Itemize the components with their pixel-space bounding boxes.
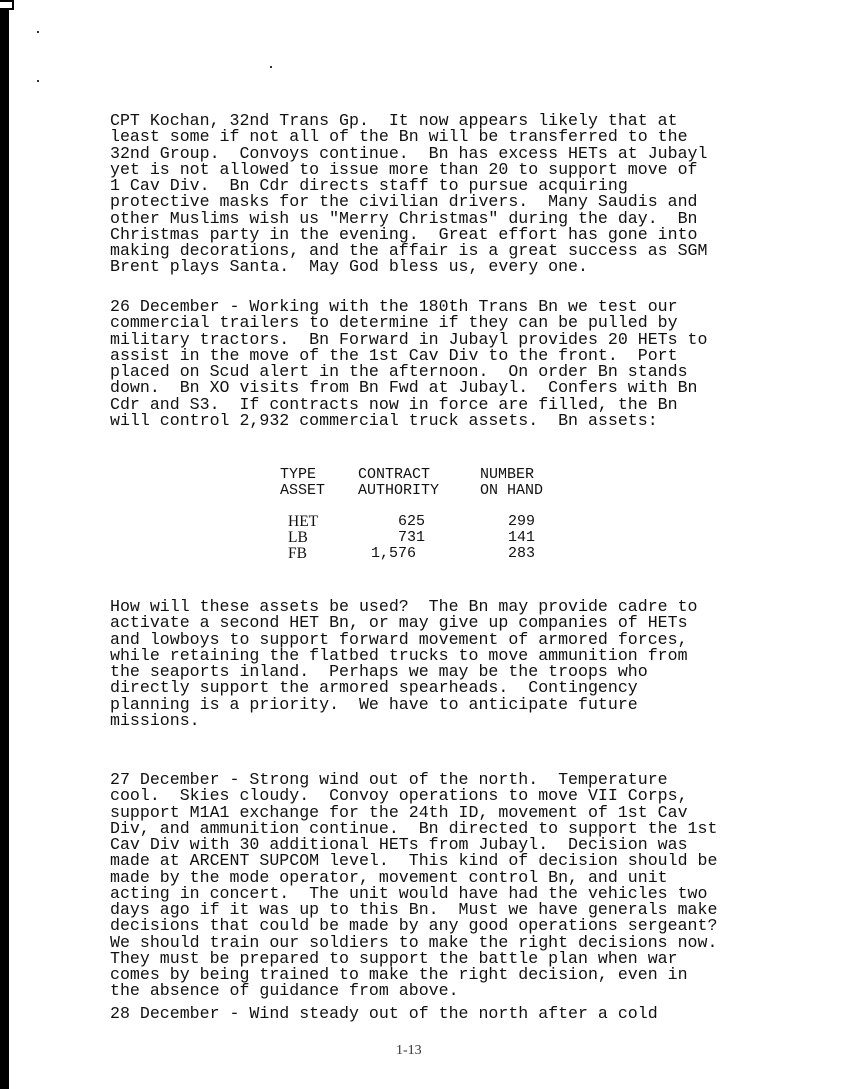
text-line: 1 Cav Div. Bn Cdr directs staff to pursue acquiring: [110, 176, 628, 195]
cell-on-hand: 283: [508, 545, 536, 562]
text-line: made at ARCENT SUPCOM level. This kind of decision should be: [110, 851, 718, 871]
text-line: directly support the armored spearheads. Contingency: [110, 678, 638, 698]
paragraph-assets-usage: [110, 599, 698, 729]
header-type: TYPE: [280, 466, 317, 483]
text-line: will control 2,932 commercial truck assets. Bn assets:: [110, 410, 658, 430]
header-authority: AUTHORITY: [358, 482, 440, 499]
text-line: least some if not all of the Bn will be transferred to the: [110, 127, 688, 147]
page-number: 1-13: [396, 1043, 422, 1058]
text-line: They must be prepared to support the battle plan when war: [110, 948, 678, 968]
scan-speck: [270, 66, 272, 68]
text-line: the seaports inland. Perhaps we may be the troops who: [110, 662, 648, 681]
text-line: 27 December - Strong wind out of the north. Temperature: [110, 770, 668, 789]
header-number: NUMBER: [480, 466, 535, 483]
text-line: while retaining the flatbed trucks to move ammunition from: [110, 645, 688, 665]
text-line: Brent plays Santa. May God bless us, every one.: [110, 257, 588, 277]
header-contract: CONTRACT: [358, 466, 431, 483]
text-line: decisions that could be made by any good operations sergeant?: [110, 916, 718, 936]
cell-type: LB: [288, 529, 308, 546]
cell-on-hand: 299: [508, 513, 536, 530]
cell-contract: 1,576: [371, 545, 417, 562]
text-line: down. Bn XO visits from Bn Fwd at Jubayl. Confers with Bn: [110, 378, 698, 398]
text-line: acting in concert. The unit would have had the vehicles two: [110, 883, 708, 903]
cell-contract: 731: [398, 529, 426, 546]
scan-speck: [37, 31, 39, 33]
text-line: protective masks for the civilian drivers. Many Saudis and: [110, 192, 698, 212]
header-asset: ASSET: [280, 482, 326, 499]
text-line: We should train our soldiers to make the right decisions now.: [110, 932, 718, 952]
paragraph-26-december: [110, 299, 707, 429]
text-line: days ago if it was up to this Bn. Must we have generals make: [110, 900, 718, 919]
text-line: CPT Kochan, 32nd Trans Gp. It now appears likely that at: [110, 111, 678, 130]
text-line: 28 December - Wind steady out of the north after a cold: [110, 1004, 658, 1023]
text-line: Cdr and S3. If contracts now in force are filled, the Bn: [110, 394, 678, 414]
paragraph-christmas: [110, 113, 707, 276]
text-line: activate a second HET Bn, or may give up companies of HETs: [110, 613, 688, 633]
cell-contract: 625: [398, 513, 426, 530]
text-line: commercial trailers to determine if they can be pulled by: [110, 313, 678, 333]
cell-type: FB: [288, 545, 307, 562]
text-line: How will these assets be used? The Bn may provide cadre to: [110, 597, 698, 616]
text-line: 32nd Group. Convoys continue. Bn has excess HETs at Jubayl: [110, 143, 708, 163]
text-line: assist in the move of the 1st Cav Div to the front. Port: [110, 345, 678, 365]
text-line: the absence of guidance from above.: [110, 981, 459, 1001]
text-line: support M1A1 exchange for the 24th ID, movement of 1st Cav: [110, 802, 688, 822]
text-line: missions.: [110, 710, 200, 730]
text-line: made by the mode operator, movement control Bn, and unit: [110, 867, 668, 887]
scan-speck: [37, 80, 39, 82]
paragraph-28-december: [110, 1006, 658, 1022]
text-line: military tractors. Bn Forward in Jubayl provides 20 HETs to: [110, 329, 708, 349]
text-line: yet is not allowed to issue more than 20 to support move of: [110, 159, 698, 179]
text-line: Cav Div with 30 additional HETs from Jubayl. Decision was: [110, 835, 688, 854]
text-line: Div, and ammunition continue. Bn directed to support the 1st: [110, 818, 718, 838]
header-on-hand: ON HAND: [480, 482, 544, 499]
text-line: and lowboys to support forward movement of armored forces,: [110, 629, 688, 649]
scan-edge: [0, 8, 9, 1089]
text-line: placed on Scud alert in the afternoon. On order Bn stands: [110, 362, 688, 381]
text-line: cool. Skies cloudy. Convoy operations to move VII Corps,: [110, 786, 688, 806]
text-line: Christmas party in the evening. Great effort has gone into: [110, 224, 698, 244]
text-line: other Muslims wish us "Merry Christmas" during the day. Bn: [110, 208, 698, 228]
paragraph-27-december: [110, 772, 717, 1000]
cell-type: HET: [288, 513, 319, 530]
text-line: 26 December - Working with the 180th Trans Bn we test our: [110, 297, 678, 316]
text-line: comes by being trained to make the right decision, even in: [110, 965, 688, 984]
text-line: planning is a priority. We have to anticipate future: [110, 694, 638, 714]
text-line: making decorations, and the affair is a great success as SGM: [110, 241, 708, 260]
cell-on-hand: 141: [508, 529, 536, 546]
